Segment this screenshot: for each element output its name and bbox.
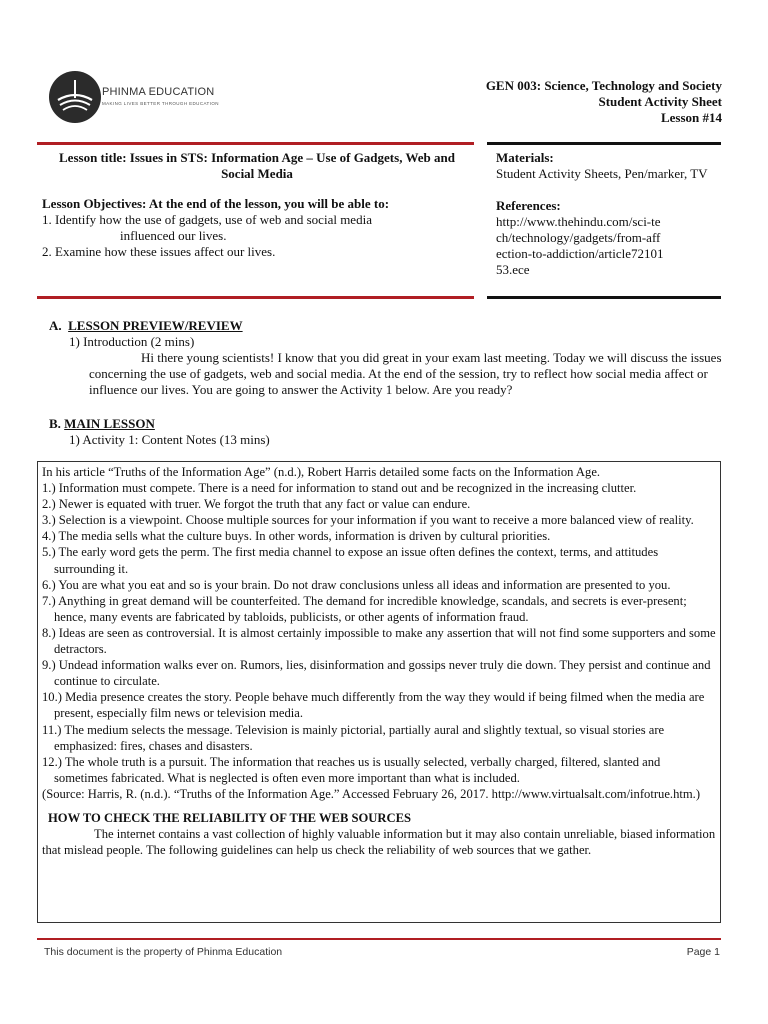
materials-text: Student Activity Sheets, Pen/marker, TV [496,166,708,181]
bottom-left-rule [37,296,474,299]
top-right-rule [487,142,721,145]
materials-heading: Materials: [496,150,554,165]
footer-ownership: This document is the property of Phinma Education [44,946,283,958]
top-left-rule [37,142,474,145]
source-citation: (Source: Harris, R. (n.d.). “Truths of the Information Age.” Accessed February 26, 2017. http://www.virtualsalt.com/infotrue.htm.) [42,786,701,801]
bottom-right-rule [487,296,721,299]
section-a-paragraph: Hi there young scientists! I know that you did great in your exam last meeting. Today we will discuss the issues concerning the use of gadgets, web and social media. At the end of the session, try to reflect how social media affect or influence our lives. You are going to answer the Activity 1 below. Are you ready? [89,350,722,397]
list-item: 7.) Anything in great demand will be counterfeited. The demand for incredible knowledge, scandals, and secrets is ever-present; hence, many events are fabricated by tabloids, publicists, or other agents of information fraud. [42,593,687,624]
list-item: 4.) The media sells what the culture buys. In other words, information is driven by cultural priorities. [42,529,551,544]
content-notes-box [37,461,721,923]
references-heading: References: [496,198,561,213]
objectives-heading: Lesson Objectives: At the end of the lesson, you will be able to: [42,196,390,211]
section-b-letter: B. [49,416,61,431]
document-header [486,78,722,126]
phinma-logo [48,70,238,126]
web-sources-heading: HOW TO CHECK THE RELIABILITY OF THE WEB SOURCES [48,810,411,825]
section-b-sub: 1) Activity 1: Content Notes (13 mins) [69,432,270,447]
materials-references [496,150,716,278]
list-item: 6.) You are what you eat and so is your brain. Do not draw conclusions unless all ideas and information are presented to you. [42,577,671,592]
list-item: 5.) The early word gets the perm. The first media channel to expose an issue often defines the context, terms, and attitudes surrounding it. [42,545,659,576]
list-item: 2.) Newer is equated with truer. We forgot the truth that any fact or value can endure. [42,497,471,512]
list-item: 12.) The whole truth is a pursuit. The information that reaches us is usually selected, verbally charged, filtered, slanted and sometimes fabricated. What is neglected is often even more important than what is included. [42,754,661,785]
box-intro: In his article “Truths of the Information Age” (n.d.), Robert Harris detailed some facts on the Information Age. [42,465,601,479]
objective-1: 1. Identify how the use of gadgets, use of web and social media [42,212,372,227]
section-b [49,416,729,448]
list-item: 9.) Undead information walks ever on. Rumors, lies, disinformation and gossips never truly die down. They persist and continue and continue to circulate. [42,658,711,689]
section-a-title: LESSON PREVIEW/REVIEW [68,318,243,333]
section-b-heading [49,416,729,432]
web-sources-paragraph: The internet contains a vast collection of highly valuable information but it may also contain unreliable, biased information that mislead people. The following guidelines can help us check the reliability of web sources that we gather. [42,827,716,858]
course-title: GEN 003: Science, Technology and Society [485,78,722,93]
section-b-title: MAIN LESSON [64,416,155,431]
objective-1-cont: influenced our lives. [120,228,227,243]
footer-rule [37,938,721,940]
lesson-info [42,150,472,260]
page-number: Page 1 [686,946,720,958]
lesson-number: Lesson #14 [660,110,722,125]
references-link[interactable]: http://www.thehindu.com/sci-tech/technology/gadgets/from-affection-to-addiction/article7210153.ece [496,214,664,277]
sheet-title: Student Activity Sheet [598,94,722,109]
list-item: 8.) Ideas are seen as controversial. It is almost certainly impossible to make any assertion that will not find some supporters and some detractors. [42,625,716,657]
phinma-emblem-icon [48,70,102,124]
logo-brand-text: PHINMA EDUCATION [102,86,215,98]
section-a-letter: A. [49,318,62,333]
list-item: 11.) The medium selects the message. Television is mainly pictorial, partially aural and slightly textual, so visual stories are emphasized: fires, chases and disasters. [42,722,665,753]
section-a [49,318,729,398]
section-a-heading [49,318,729,334]
section-a-sub: 1) Introduction (2 mins) [69,334,195,349]
list-item: 1.) Information must compete. There is a need for information to stand out and be recognized in the increasing clutter. [42,481,637,496]
objective-2: 2. Examine how these issues affect our lives. [42,244,276,259]
logo-tagline: MAKING LIVES BETTER THROUGH EDUCATION [102,101,219,106]
list-item: 10.) Media presence creates the story. People behave much differently from the way they would if being filmed when the media are present, especially film news or television media. [42,690,705,721]
list-item: 3.) Selection is a viewpoint. Choose multiple sources for your information if you want to receive a more balanced view of reality. [42,513,694,528]
lesson-title: Lesson title: Issues in STS: Information Age – Use of Gadgets, Web and Social Media [59,150,455,181]
